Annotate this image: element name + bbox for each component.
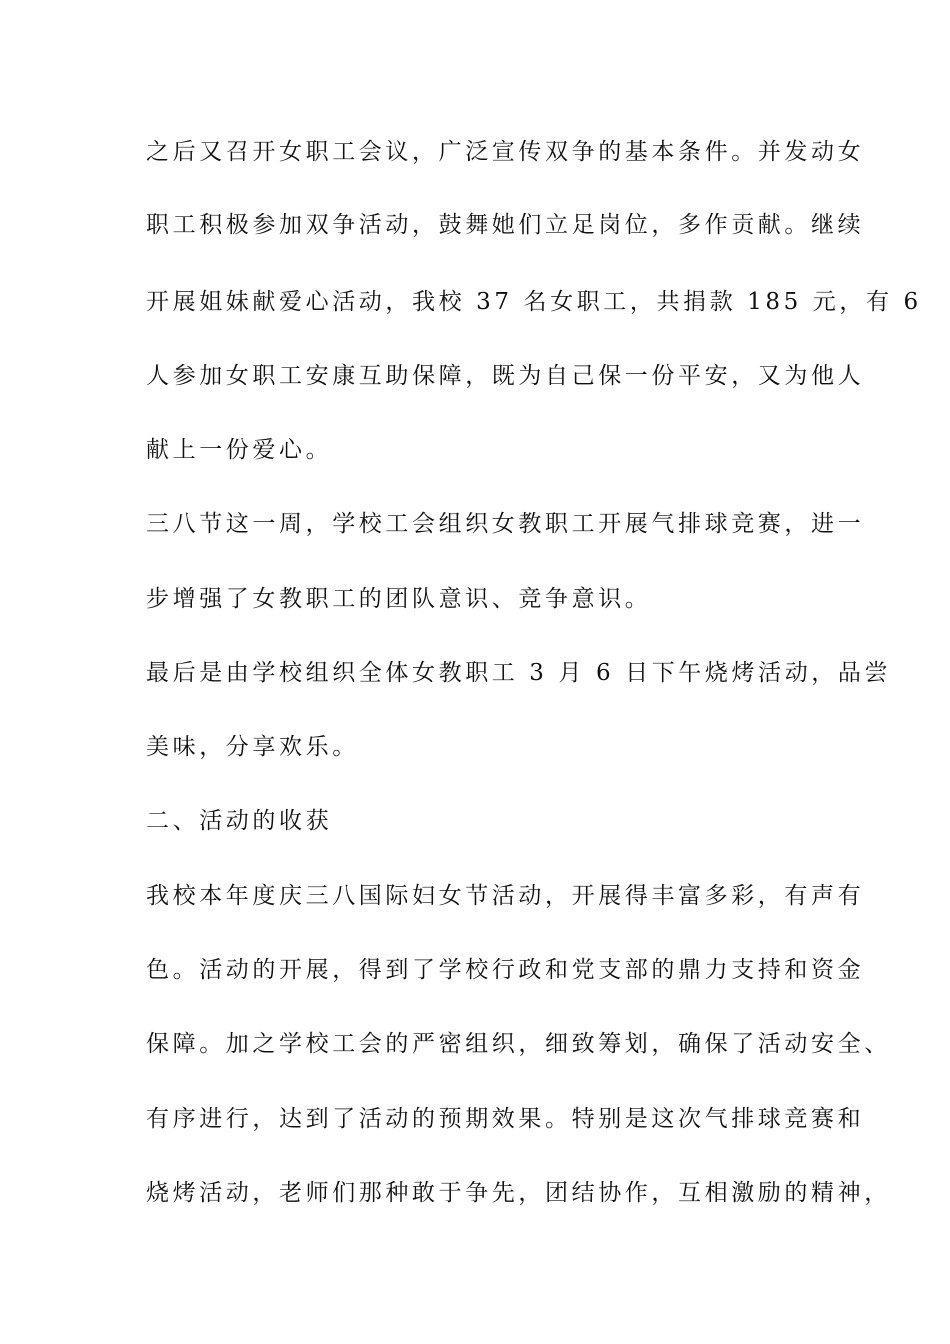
paragraph-line-15: 烧烤活动，老师们那种敢于争先，团结协作，互相激励的精神， xyxy=(146,1180,891,1206)
paragraph-line-13: 保障。加之学校工会的严密组织，细致筹划，确保了活动安全、 xyxy=(146,1031,891,1057)
paragraph-line-8: 最后是由学校组织全体女教职工 3 月 6 日下午烧烤活动，品尝 xyxy=(146,660,892,686)
paragraph-line-12: 色。活动的开展，得到了学校行政和党支部的鼎力支持和资金 xyxy=(146,957,865,983)
paragraph-line-5: 献上一份爱心。 xyxy=(146,437,333,463)
paragraph-line-7: 步增强了女教职工的团队意识、竞争意识。 xyxy=(146,586,652,612)
section-heading: 二、活动的收获 xyxy=(146,808,333,834)
paragraph-line-2: 职工积极参加双争活动，鼓舞她们立足岗位，多作贡献。继续 xyxy=(146,212,865,238)
paragraph-line-9: 美味，分享欢乐。 xyxy=(146,734,359,760)
paragraph-line-1: 之后又召开女职工会议，广泛宣传双争的基本条件。并发动女 xyxy=(146,139,865,165)
paragraph-line-3: 开展姐妹献爱心活动，我校 37 名女职工，共捐款 185 元，有 6 xyxy=(146,289,922,315)
paragraph-line-11: 我校本年度庆三八国际妇女节活动，开展得丰富多彩，有声有 xyxy=(146,883,865,909)
paragraph-line-4: 人参加女职工安康互助保障，既为自己保一份平安，又为他人 xyxy=(146,363,865,389)
paragraph-line-14: 有序进行，达到了活动的预期效果。特别是这次气排球竞赛和 xyxy=(146,1106,865,1132)
paragraph-line-6: 三八节这一周，学校工会组织女教职工开展气排球竞赛，进一 xyxy=(146,511,865,537)
